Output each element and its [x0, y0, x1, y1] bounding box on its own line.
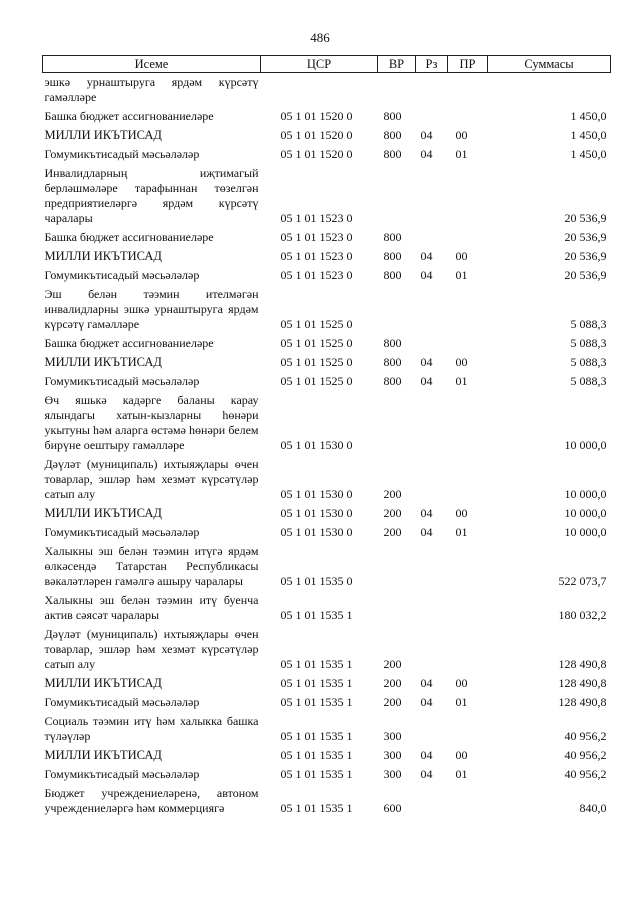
row-pr	[448, 455, 488, 504]
row-pr: 00	[455, 128, 468, 142]
row-rz: 04	[420, 128, 433, 142]
row-rz: 04	[420, 268, 433, 282]
row-vr: 200	[383, 676, 402, 690]
budget-table	[42, 55, 611, 818]
row-csr	[261, 73, 378, 108]
row-rz: 04	[420, 767, 433, 781]
row-pr	[448, 625, 488, 674]
row-name: МИЛЛИ ИКЪТИСАД	[44, 676, 162, 690]
row-vr: 200	[383, 657, 402, 671]
row-sum: 10 000,0	[564, 487, 607, 501]
row-name: Гомумикътисадый мәсьәләләр	[44, 268, 200, 282]
row-csr: 05 1 01 1530 0	[280, 438, 353, 452]
row-csr: 05 1 01 1535 1	[280, 608, 353, 622]
row-pr	[448, 712, 488, 746]
row-vr	[378, 164, 416, 228]
table-row	[43, 353, 611, 372]
table-row	[43, 504, 611, 523]
row-vr: 800	[383, 249, 402, 263]
row-vr: 800	[383, 230, 402, 244]
row-sum: 40 956,2	[564, 729, 607, 743]
header-pr: ПР	[448, 56, 488, 73]
row-sum: 10 000,0	[564, 506, 607, 520]
row-name: МИЛЛИ ИКЪТИСАД	[44, 355, 162, 369]
table-row	[43, 372, 611, 391]
row-vr	[378, 391, 416, 455]
row-vr: 200	[383, 487, 402, 501]
header-sum: Суммасы	[488, 56, 611, 73]
row-csr: 05 1 01 1520 0	[280, 147, 353, 161]
row-rz: 04	[420, 695, 433, 709]
row-name: Социаль тәэмин итү һәм халыкка башка түләүләр	[44, 714, 259, 743]
row-name: МИЛЛИ ИКЪТИСАД	[44, 748, 162, 762]
row-vr: 200	[383, 525, 402, 539]
row-rz: 04	[420, 249, 433, 263]
row-sum: 40 956,2	[564, 767, 607, 781]
row-pr	[448, 784, 488, 818]
table-body	[43, 73, 611, 819]
table-row	[43, 285, 611, 334]
row-vr: 800	[383, 147, 402, 161]
row-pr: 01	[455, 767, 468, 781]
row-name: Дәүләт (муниципаль) ихтыяҗлары өчен товарлар, эшләр һәм хезмәт күрсәтүләр сатып алу	[44, 457, 259, 501]
row-sum: 40 956,2	[564, 748, 607, 762]
row-name: Башка бюджет ассигнованиеләре	[44, 109, 214, 123]
row-pr: 01	[455, 695, 468, 709]
row-vr: 800	[383, 109, 402, 123]
row-rz	[416, 591, 448, 625]
row-sum: 20 536,9	[564, 230, 607, 244]
row-name: Башка бюджет ассигнованиеләре	[44, 230, 214, 244]
row-sum: 20 536,9	[564, 211, 607, 225]
row-pr: 00	[455, 676, 468, 690]
row-rz	[416, 784, 448, 818]
table-row	[43, 334, 611, 353]
row-vr: 800	[383, 336, 402, 350]
table-row	[43, 625, 611, 674]
header-rz: Рз	[416, 56, 448, 73]
row-sum: 128 490,8	[558, 695, 607, 709]
row-csr: 05 1 01 1535 0	[280, 574, 353, 588]
row-rz: 04	[420, 748, 433, 762]
row-name: Эш белән тәэмин ителмәгән инвалидларны эшкә урнаштыруга ярдәм күрсәтү гамәлләре	[44, 287, 259, 331]
header-vr: ВР	[378, 56, 416, 73]
table-row	[43, 542, 611, 591]
row-vr: 800	[383, 268, 402, 282]
row-csr: 05 1 01 1530 0	[280, 487, 353, 501]
table-row	[43, 712, 611, 746]
table-row	[43, 107, 611, 126]
table-row	[43, 247, 611, 266]
table-row	[43, 746, 611, 765]
row-sum: 5 088,3	[570, 317, 607, 331]
row-sum: 128 490,8	[558, 676, 607, 690]
row-sum: 1 450,0	[570, 147, 607, 161]
row-rz	[416, 542, 448, 591]
table-row	[43, 228, 611, 247]
row-name: Инвалидларның иҗтимагый берләшмәләре тарафыннан төзелгән предприятиеләргә ярдәм күрсәтү чаралары	[44, 166, 259, 225]
table-row	[43, 266, 611, 285]
table-row	[43, 784, 611, 818]
table-row	[43, 523, 611, 542]
row-pr	[448, 591, 488, 625]
row-csr: 05 1 01 1535 1	[280, 695, 353, 709]
row-rz: 04	[420, 676, 433, 690]
row-csr: 05 1 01 1530 0	[280, 525, 353, 539]
row-name: Гомумикътисадый мәсьәләләр	[44, 147, 200, 161]
row-rz	[416, 455, 448, 504]
row-csr: 05 1 01 1530 0	[280, 506, 353, 520]
row-rz	[416, 334, 448, 353]
row-pr	[448, 391, 488, 455]
table-header	[43, 56, 611, 73]
table-row	[43, 391, 611, 455]
row-rz	[416, 228, 448, 247]
row-rz	[416, 625, 448, 674]
row-csr: 05 1 01 1525 0	[280, 355, 353, 369]
row-sum: 522 073,7	[558, 574, 607, 588]
row-vr: 200	[383, 695, 402, 709]
row-rz	[416, 391, 448, 455]
table-row	[43, 765, 611, 784]
row-vr: 200	[383, 506, 402, 520]
table-row	[43, 591, 611, 625]
row-pr: 00	[455, 506, 468, 520]
row-csr: 05 1 01 1535 1	[280, 767, 353, 781]
table-row	[43, 674, 611, 693]
row-sum: 5 088,3	[570, 336, 607, 350]
row-csr: 05 1 01 1525 0	[280, 374, 353, 388]
row-sum: 180 032,2	[558, 608, 607, 622]
row-name: Гомумикътисадый мәсьәләләр	[44, 695, 200, 709]
row-csr: 05 1 01 1525 0	[280, 317, 353, 331]
row-sum: 5 088,3	[570, 374, 607, 388]
row-csr: 05 1 01 1535 1	[280, 676, 353, 690]
row-rz	[416, 107, 448, 126]
row-pr: 01	[455, 268, 468, 282]
row-pr	[448, 73, 488, 108]
row-sum	[488, 73, 611, 108]
row-name: Халыкны эш белән тәэмин итүгә ярдәм өлкәсендә Татарстан Республикасы вәкаләтләрен гамәлгә ашыру чаралары	[44, 544, 259, 588]
row-rz: 04	[420, 506, 433, 520]
row-csr: 05 1 01 1535 1	[280, 729, 353, 743]
row-vr: 300	[383, 729, 402, 743]
row-name: Халыкны эш белән тәэмин итү буенча актив сәясәт чаралары	[44, 593, 259, 622]
row-rz: 04	[420, 525, 433, 539]
row-rz	[416, 712, 448, 746]
row-name: Гомумикътисадый мәсьәләләр	[44, 525, 200, 539]
row-vr: 300	[383, 748, 402, 762]
table-row	[43, 164, 611, 228]
header-name: Исеме	[43, 56, 261, 73]
row-pr	[448, 542, 488, 591]
row-csr: 05 1 01 1520 0	[280, 128, 353, 142]
row-csr: 05 1 01 1523 0	[280, 211, 353, 225]
row-vr: 800	[383, 374, 402, 388]
row-rz: 04	[420, 147, 433, 161]
row-vr: 800	[383, 128, 402, 142]
row-rz: 04	[420, 355, 433, 369]
row-csr: 05 1 01 1535 1	[280, 748, 353, 762]
row-pr	[448, 228, 488, 247]
row-sum: 20 536,9	[564, 249, 607, 263]
row-sum: 840,0	[579, 801, 607, 815]
row-name: Бюджет учреждениеләренә, автоном учреждениеләргә һәм коммерциягә	[44, 786, 259, 815]
row-csr: 05 1 01 1523 0	[280, 249, 353, 263]
row-name: МИЛЛИ ИКЪТИСАД	[44, 128, 162, 142]
row-name: Гомумикътисадый мәсьәләләр	[44, 767, 200, 781]
row-sum: 1 450,0	[570, 128, 607, 142]
row-pr	[448, 164, 488, 228]
row-pr: 01	[455, 374, 468, 388]
row-name: Өч яшькә кадәрге баланы карау ялындагы хатын-кызларны һөнәри укытуны һәм аларга өстәмә һөнәри белем бирүне оештыру гамәлләре	[44, 393, 259, 452]
row-pr: 00	[455, 748, 468, 762]
row-pr	[448, 107, 488, 126]
row-pr: 01	[455, 147, 468, 161]
table-row	[43, 455, 611, 504]
page-number: 486	[310, 30, 330, 45]
row-csr: 05 1 01 1523 0	[280, 230, 353, 244]
table-row	[43, 145, 611, 164]
row-pr: 00	[455, 355, 468, 369]
row-csr: 05 1 01 1535 1	[280, 801, 353, 815]
row-rz	[416, 285, 448, 334]
header-csr: ЦСР	[261, 56, 378, 73]
row-pr	[448, 285, 488, 334]
row-name: Гомумикътисадый мәсьәләләр	[44, 374, 200, 388]
row-vr	[378, 73, 416, 108]
row-pr: 00	[455, 249, 468, 263]
row-name: Дәүләт (муниципаль) ихтыяҗлары өчен товарлар, эшләр һәм хезмәт күрсәтүләр сатып алу	[44, 627, 259, 671]
row-pr	[448, 334, 488, 353]
row-sum: 5 088,3	[570, 355, 607, 369]
row-vr: 800	[383, 355, 402, 369]
row-vr: 600	[383, 801, 402, 815]
row-rz: 04	[420, 374, 433, 388]
row-vr	[378, 542, 416, 591]
row-pr: 01	[455, 525, 468, 539]
row-vr	[378, 285, 416, 334]
row-name: эшкә урнаштыруга ярдәм күрсәтү гамәлләре	[44, 75, 259, 104]
row-sum: 10 000,0	[564, 438, 607, 452]
row-sum: 128 490,8	[558, 657, 607, 671]
row-rz	[416, 164, 448, 228]
row-name: Башка бюджет ассигнованиеләре	[44, 336, 214, 350]
row-sum: 20 536,9	[564, 268, 607, 282]
row-csr: 05 1 01 1523 0	[280, 268, 353, 282]
row-sum: 1 450,0	[570, 109, 607, 123]
table-row	[43, 126, 611, 145]
row-vr	[378, 591, 416, 625]
row-csr: 05 1 01 1520 0	[280, 109, 353, 123]
row-name: МИЛЛИ ИКЪТИСАД	[44, 506, 162, 520]
table-row	[43, 73, 611, 108]
table-row	[43, 693, 611, 712]
row-name: МИЛЛИ ИКЪТИСАД	[44, 249, 162, 263]
row-csr: 05 1 01 1535 1	[280, 657, 353, 671]
row-rz	[416, 73, 448, 108]
row-vr: 300	[383, 767, 402, 781]
row-csr: 05 1 01 1525 0	[280, 336, 353, 350]
row-sum: 10 000,0	[564, 525, 607, 539]
